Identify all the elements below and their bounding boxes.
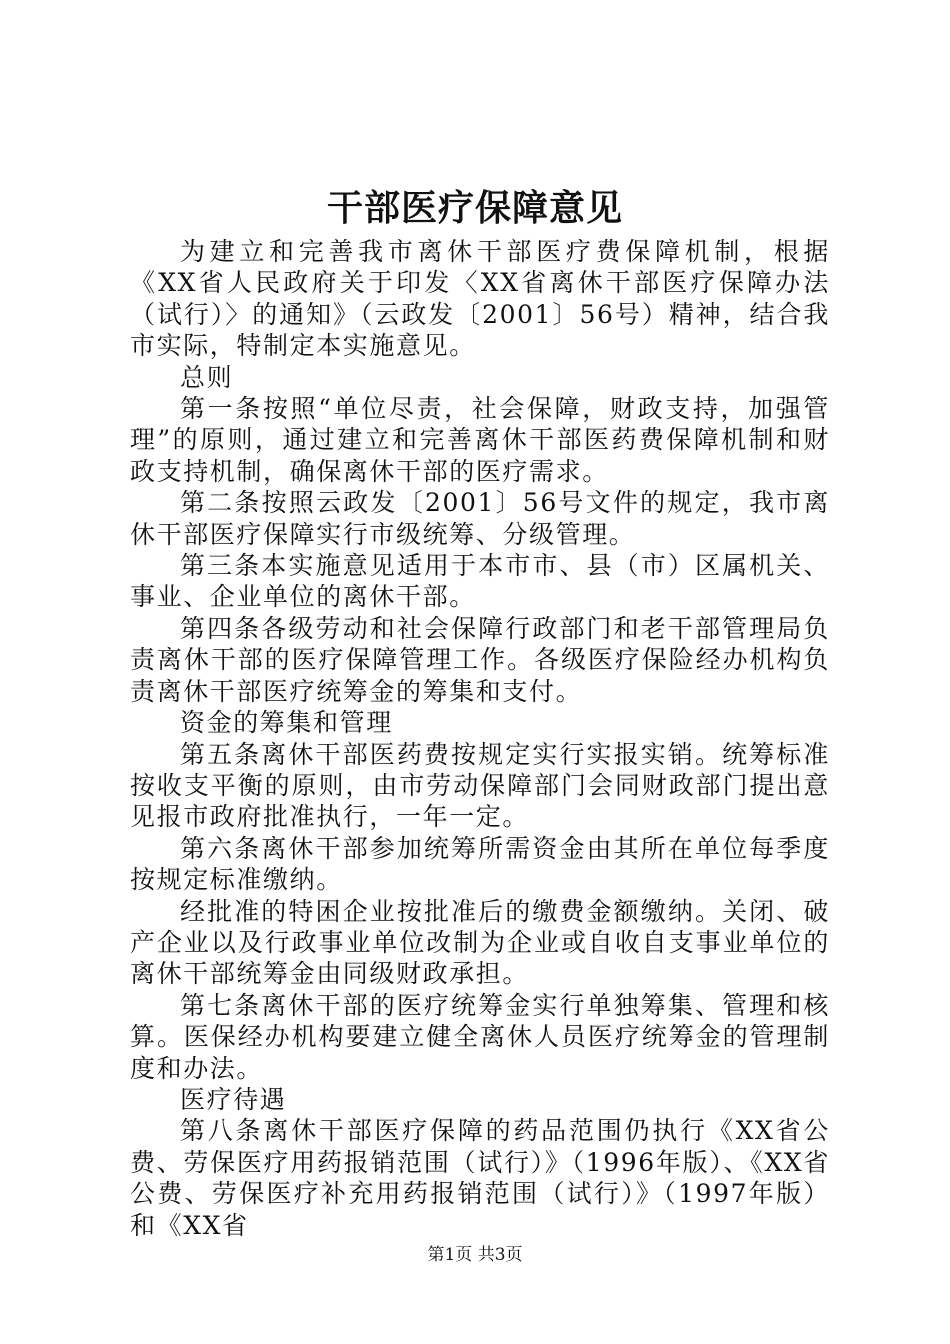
section-heading-funding: 资金的筹集和管理: [180, 708, 393, 738]
document-body: [130, 236, 830, 1241]
paragraph-article-1: 第一条按照“单位尽责，社会保障，财政支持，加强管理”的原则，通过建立和完善离休干部医药费保障机制和财政支持机制，确保离休干部的医疗需求。: [130, 394, 830, 486]
page-number-footer: 第1页 共3页: [427, 1245, 523, 1265]
document-title: 干部医疗保障意见: [326, 187, 623, 229]
paragraph-article-7: 第七条离休干部的医疗统筹金实行单独筹集、管理和核算。医保经办机构要建立健全离休人员医疗统筹金的管理制度和办法。: [130, 990, 830, 1083]
paragraph-intro: 为建立和完善我市离休干部医疗费保障机制，根据《XX省人民政府关于印发〈XX省离休干部医疗保障办法（试行）〉的通知》（云政发〔2001〕56号）精神，结合我市实际，特制定本实施意见。: [130, 237, 830, 361]
paragraph-article-2: 第二条按照云政发〔2001〕56号文件的规定，我市离休干部医疗保障实行市级统筹、分级管理。: [130, 488, 830, 549]
paragraph-article-4: 第四条各级劳动和社会保障行政部门和老干部管理局负责离休干部的医疗保障管理工作。各级医疗保险经办机构负责离休干部医疗统筹金的筹集和支付。: [130, 613, 830, 706]
paragraph-article-8: 第八条离休干部医疗保障的药品范围仍执行《XX省公费、劳保医疗用药报销范围（试行）》（1996年版）、《XX省公费、劳保医疗补充用药报销范围（试行）》（1997年版）和《XX省: [130, 1116, 830, 1240]
paragraph-article-6: 第六条离休干部参加统筹所需资金由其所在单位每季度按规定标准缴纳。: [130, 833, 830, 895]
section-heading-benefits: 医疗待遇: [180, 1084, 287, 1114]
section-heading-general: 总则: [180, 362, 234, 392]
paragraph-article-6-supplement: 经批准的特困企业按批准后的缴费金额缴纳。关闭、破产企业以及行政事业单位改制为企业或自收自支事业单位的离休干部统筹金由同级财政承担。: [130, 896, 830, 989]
paragraph-article-3: 第三条本实施意见适用于本市市、县（市）区属机关、事业、企业单位的离休干部。: [130, 551, 830, 612]
paragraph-article-5: 第五条离休干部医药费按规定实行实报实销。统筹标准按收支平衡的原则，由市劳动保障部门会同财政部门提出意见报市政府批准执行，一年一定。: [130, 739, 830, 832]
